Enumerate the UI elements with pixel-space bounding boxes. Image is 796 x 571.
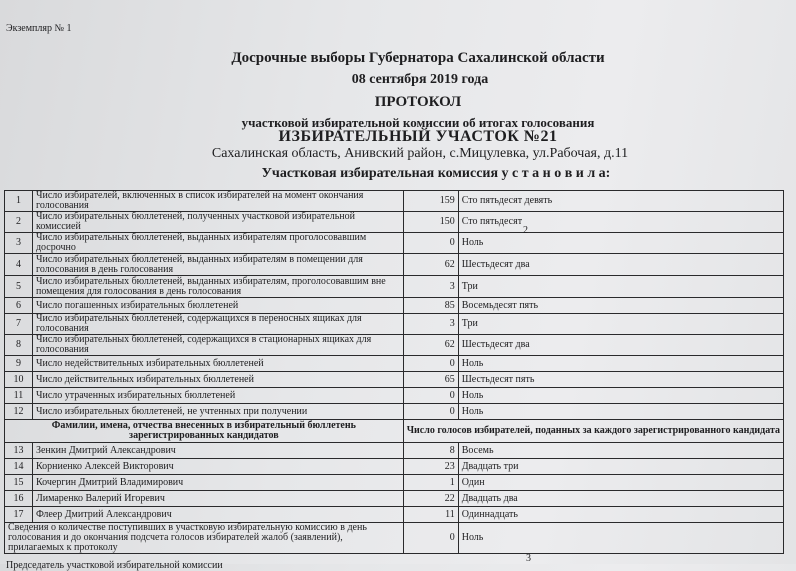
statistic-row (5, 276, 784, 298)
statistic-row (5, 233, 784, 254)
complaints-words: Ноль (458, 523, 783, 554)
row-description: Число избирательных бюллетеней, выданных избирателям, проголосовавшим вне помещения для голосования в день голосования (32, 276, 403, 298)
candidate-votes-words: Один (458, 475, 783, 491)
row-description: Число избирательных бюллетеней, содержащихся в стационарных ящиках для голосования (32, 335, 403, 356)
row-value: 3 (403, 314, 458, 335)
results-table (4, 190, 784, 554)
row-value: 62 (403, 335, 458, 356)
row-number: 6 (5, 298, 33, 314)
statistic-row (5, 335, 784, 356)
row-value: 3 (403, 276, 458, 298)
complaints-section (5, 523, 784, 554)
candidate-number: 14 (5, 459, 33, 475)
row-value-words: Шестьдесят пять (458, 372, 783, 388)
candidate-name: Зенкин Дмитрий Александрович (32, 443, 403, 459)
row-value-words: Ноль (458, 233, 783, 254)
candidate-votes: 23 (403, 459, 458, 475)
candidate-votes: 8 (403, 443, 458, 459)
row-number: 10 (5, 372, 33, 388)
candidates-header: Фамилии, имена, отчества внесенных в избирательный бюллетень зарегистрированных кандидатов (5, 420, 404, 443)
row-value-words: Ноль (458, 356, 783, 372)
row-description: Число утраченных избирательных бюллетеней (32, 388, 403, 404)
candidate-votes: 11 (403, 507, 458, 523)
protocol-heading: ПРОТОКОЛ (374, 94, 462, 110)
row-number: 12 (5, 404, 33, 420)
row-value: 0 (403, 404, 458, 420)
candidate-row (5, 507, 784, 523)
candidates-section (5, 420, 784, 443)
statistics-rows (5, 191, 784, 420)
row-value: 0 (403, 233, 458, 254)
row-value-words: Три (458, 314, 783, 335)
candidate-name: Кочергин Дмитрий Владимирович (32, 475, 403, 491)
precinct-address: Сахалинская область, Анивский район, с.Мицулевка, ул.Рабочая, д.11 (211, 146, 629, 161)
row-description: Число избирательных бюллетеней, выданных избирателям в помещении для голосования в день голосования (32, 254, 403, 276)
candidate-name: Флеер Дмитрий Александрович (32, 507, 403, 523)
candidate-votes: 1 (403, 475, 458, 491)
candidate-votes-words: Двадцать три (458, 459, 783, 475)
precinct-name: ИЗБИРАТЕЛЬНЫЙ УЧАСТОК №21 (278, 128, 558, 145)
row-value: 0 (403, 388, 458, 404)
row-description: Число избирателей, включенных в список избирателей на момент окончания голосования (32, 191, 403, 212)
votes-header: Число голосов избирателей, поданных за каждого зарегистрированного кандидата (403, 420, 783, 443)
election-title: Досрочные выборы Губернатора Сахалинской области (231, 50, 605, 66)
row-value-words: Шестьдесят два (458, 335, 783, 356)
candidate-rows (5, 443, 784, 523)
statistic-row (5, 191, 784, 212)
row-number: 7 (5, 314, 33, 335)
complaints-value: 0 (403, 523, 458, 554)
row-value: 85 (403, 298, 458, 314)
row-number: 1 (5, 191, 33, 212)
election-date: 08 сентября 2019 года (351, 72, 489, 87)
candidate-name: Лимаренко Валерий Игоревич (32, 491, 403, 507)
statistic-row (5, 404, 784, 420)
row-value-words: Восемьдесят пять (458, 298, 783, 314)
statistic-row (5, 254, 784, 276)
row-number: 4 (5, 254, 33, 276)
candidates-header-row (5, 420, 784, 443)
statistic-row (5, 356, 784, 372)
row-value: 65 (403, 372, 458, 388)
row-number: 9 (5, 356, 33, 372)
row-number: 5 (5, 276, 33, 298)
row-number: 3 (5, 233, 33, 254)
row-description: Число избирательных бюллетеней, содержащихся в переносных ящиках для голосования (32, 314, 403, 335)
statistic-row (5, 372, 784, 388)
row-number: 11 (5, 388, 33, 404)
row-value-words: Сто пятьдесят (458, 212, 783, 233)
row-description: Число избирательных бюллетеней, выданных избирателям проголосовавшим досрочно (32, 233, 403, 254)
candidate-row (5, 443, 784, 459)
row-description: Число действительных избирательных бюллетеней (32, 372, 403, 388)
row-description: Число избирательных бюллетеней, полученных участковой избирательной комиссией (32, 212, 403, 233)
chairman-signature-line: Председатель участковой избирательной комиссии (6, 560, 223, 571)
candidate-number: 13 (5, 443, 33, 459)
complaints-row (5, 523, 784, 554)
statistic-row (5, 388, 784, 404)
commission-statement: Участковая избирательная комиссия у с т а н о в и л а: (261, 166, 611, 181)
statistic-row (5, 314, 784, 335)
row-description: Число недействительных избирательных бюллетеней (32, 356, 403, 372)
copy-number: Экземпляр № 1 (6, 23, 72, 34)
candidate-number: 17 (5, 507, 33, 523)
complaints-text: Сведения о количестве поступивших в участковую избирательную комиссию в день голосования и до окончания подсчета голосов избирателей жалоб (заявлений), прилагаемых к протоколу (5, 523, 404, 554)
candidate-number: 16 (5, 491, 33, 507)
row-number: 2 (5, 212, 33, 233)
candidate-number: 15 (5, 475, 33, 491)
row-value-words: Три (458, 276, 783, 298)
candidate-votes-words: Двадцать два (458, 491, 783, 507)
statistic-row (5, 298, 784, 314)
candidate-name: Корниенко Алексей Викторович (32, 459, 403, 475)
row-description: Число погашенных избирательных бюллетеней (32, 298, 403, 314)
candidate-row (5, 475, 784, 491)
row-value-words: Ноль (458, 404, 783, 420)
row-number: 8 (5, 335, 33, 356)
row-value-words: Сто пятьдесят девять (458, 191, 783, 212)
row-value-words: Шестьдесят два (458, 254, 783, 276)
row-value: 62 (403, 254, 458, 276)
candidate-row (5, 459, 784, 475)
statistic-row (5, 212, 784, 233)
row-value: 0 (403, 356, 458, 372)
row-value: 159 (403, 191, 458, 212)
candidate-votes: 22 (403, 491, 458, 507)
candidate-votes-words: Одиннадцать (458, 507, 783, 523)
protocol-subtitle: участковой избирательной комиссии об итогах голосования (241, 115, 595, 130)
row-description: Число избирательных бюллетеней, не учтенных при получении (32, 404, 403, 420)
row-value-words: Ноль (458, 388, 783, 404)
candidate-votes-words: Восемь (458, 443, 783, 459)
handwritten-mark: 2 (523, 225, 528, 236)
handwritten-mark: 3 (526, 553, 531, 564)
row-value: 150 (403, 212, 458, 233)
candidate-row (5, 491, 784, 507)
